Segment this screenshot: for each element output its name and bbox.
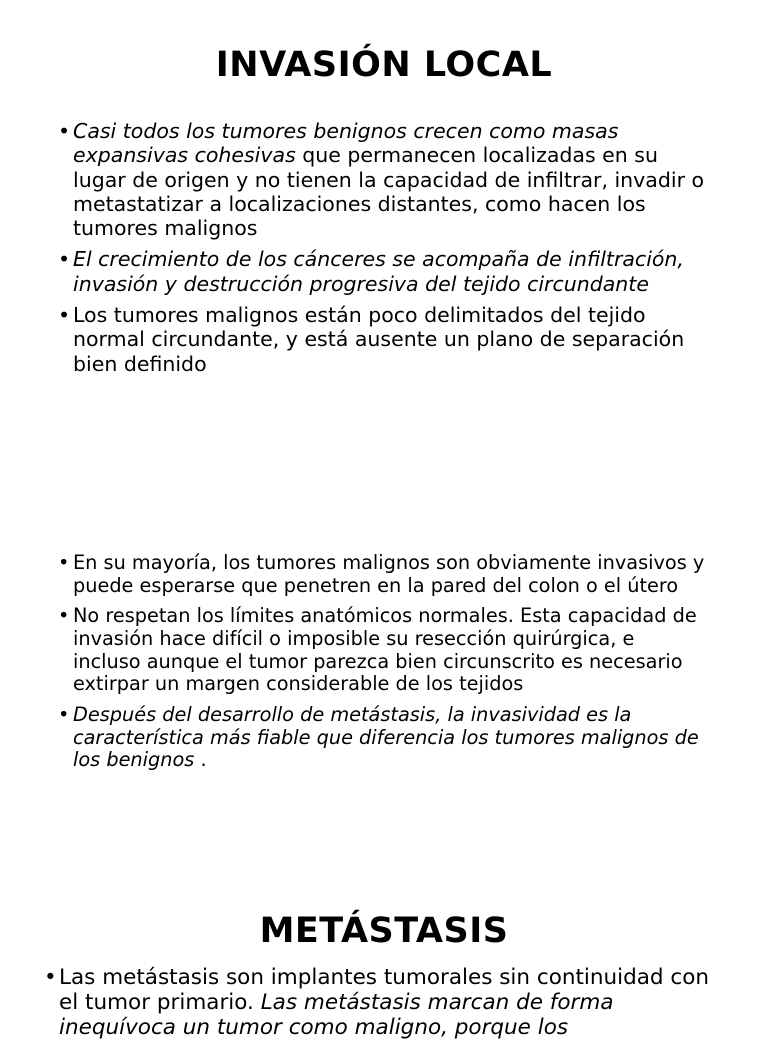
italic-text: Después del desarrollo de metástasis, la invasividad es la característica más fiable que diferencia los tumores malignos de los benignos: [73, 702, 699, 772]
section-title-invasion-local: INVASIÓN LOCAL: [215, 45, 553, 85]
bullet-icon: •: [58, 551, 70, 574]
section-title-metastasis: METÁSTASIS: [259, 911, 509, 951]
list-item: [58, 552, 708, 598]
body-text: .: [194, 748, 207, 772]
bullet-icon: •: [58, 119, 71, 143]
bullet-list-invasion: [58, 119, 708, 383]
italic-text: Casi todos los tumores benignos crecen como masas expansivas cohesivas: [73, 119, 619, 168]
bullet-icon: •: [58, 247, 71, 272]
italic-text: El crecimiento de los cánceres se acompaña de infiltración, invasión y destrucción progresiva del tejido circundante: [73, 247, 684, 296]
italic-text: Las metástasis marcan de forma inequívoca un tumor como maligno, porque los: [59, 990, 614, 1040]
body-text: Los tumores malignos están poco delimitados del tejido normal circundante, y está ausente un plano de separación bien definido: [73, 303, 685, 376]
body-text: No respetan los límites anatómicos normales. Esta capacidad de invasión hace difícil o imposible su resección quirúrgica, e incluso aunque el tumor parezca bien circunscrito es necesario extirpar un margen considerable de los tejidos: [73, 604, 697, 696]
bullet-icon: •: [58, 702, 70, 726]
list-item: [58, 119, 708, 240]
list-item: [44, 965, 734, 1040]
bullet-icon: •: [44, 965, 57, 990]
list-item: [58, 605, 708, 696]
list-item: [58, 247, 708, 296]
body-text: que permanecen localizadas en su lugar de origen y no tienen la capacidad de infiltrar, invadir o metastatizar a localizaciones distantes, como hacen los tumores malignos: [73, 143, 705, 241]
bullet-icon: •: [58, 303, 71, 328]
list-item: [58, 303, 708, 376]
bullet-list-invasion-continued: [58, 552, 708, 780]
bullet-list-metastasis: [44, 965, 734, 1040]
list-item: [58, 704, 708, 772]
body-text: Las metástasis son implantes tumorales sin continuidad con el tumor primario.: [59, 965, 710, 1015]
bullet-icon: •: [58, 604, 70, 628]
body-text: En su mayoría, los tumores malignos son obviamente invasivos y puede esperarse que penetren en la pared del colon o el útero: [73, 551, 705, 597]
